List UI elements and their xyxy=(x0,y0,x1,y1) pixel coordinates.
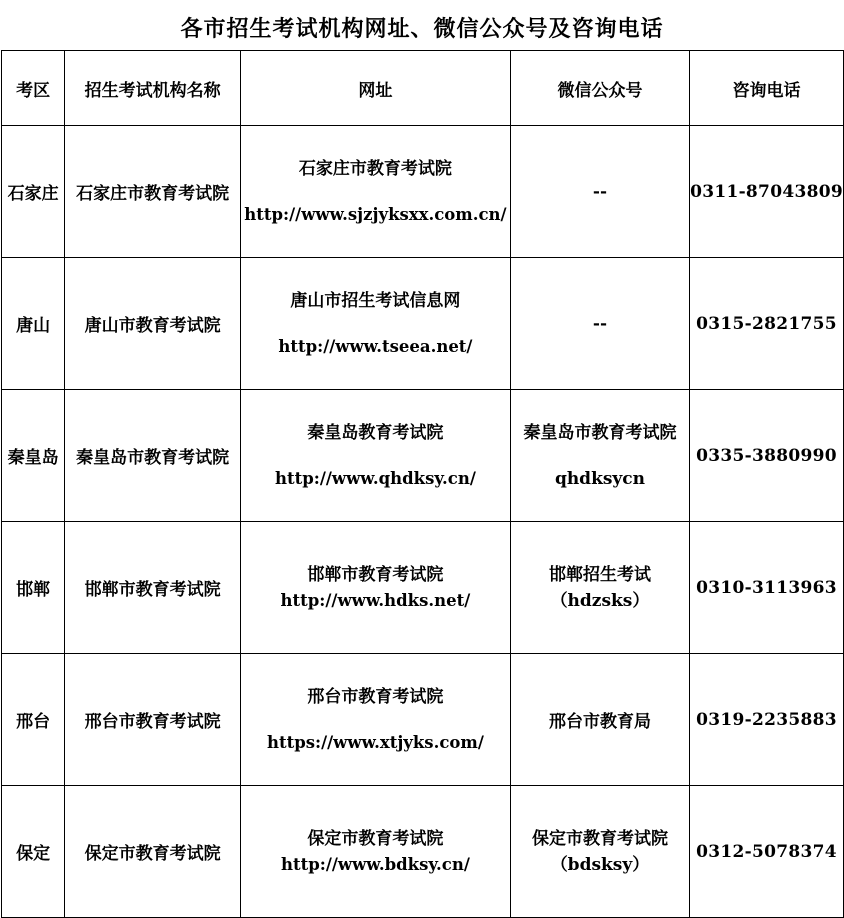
phone-cell: 0312-5078374 xyxy=(690,786,844,918)
website-name: 唐山市招生考试信息网 xyxy=(290,290,461,311)
header-region: 考区 xyxy=(2,51,65,126)
website-cell xyxy=(240,258,510,390)
website-link[interactable]: http://www.hdks.net/ xyxy=(280,590,471,610)
org-name-cell: 邢台市教育考试院 xyxy=(65,654,241,786)
region-cell: 邯郸 xyxy=(2,522,65,654)
website-cell xyxy=(240,654,510,786)
wechat-cell xyxy=(510,126,689,258)
phone-cell: 0310-3113963 xyxy=(690,522,844,654)
phone-cell: 0315-2821755 xyxy=(690,258,844,390)
wechat-cell xyxy=(510,654,689,786)
org-name-cell: 保定市教育考试院 xyxy=(65,786,241,918)
website-name: 保定市教育考试院 xyxy=(307,828,444,849)
wechat-account: 邯郸招生考试 xyxy=(548,564,651,585)
website-name: 邯郸市教育考试院 xyxy=(307,564,444,585)
region-cell: 保定 xyxy=(2,786,65,918)
website-cell xyxy=(240,126,510,258)
wechat-cell xyxy=(510,258,689,390)
table-row xyxy=(2,786,844,918)
website-link[interactable]: http://www.tseea.net/ xyxy=(278,336,473,356)
org-name-cell: 秦皇岛市教育考试院 xyxy=(65,390,241,522)
wechat-account: -- xyxy=(592,313,608,334)
website-name: 石家庄市教育考试院 xyxy=(298,158,452,179)
wechat-id: （hdzsks） xyxy=(550,590,650,611)
wechat-id: qhdksycn xyxy=(554,468,646,489)
region-cell: 邢台 xyxy=(2,654,65,786)
phone-cell: 0335-3880990 xyxy=(690,390,844,522)
phone-cell: 0319-2235883 xyxy=(690,654,844,786)
website-cell xyxy=(240,786,510,918)
header-phone: 咨询电话 xyxy=(690,51,844,126)
region-cell: 石家庄 xyxy=(2,126,65,258)
phone-cell: 0311-87043809 xyxy=(690,126,844,258)
wechat-id: （bdsksy） xyxy=(550,854,650,875)
wechat-account: 秦皇岛市教育考试院 xyxy=(523,422,677,443)
header-org-name: 招生考试机构名称 xyxy=(65,51,241,126)
website-link[interactable]: http://www.sjzjyksxx.com.cn/ xyxy=(244,204,507,224)
wechat-cell xyxy=(510,390,689,522)
header-website: 网址 xyxy=(240,51,510,126)
table-row xyxy=(2,390,844,522)
wechat-cell xyxy=(510,786,689,918)
header-wechat: 微信公众号 xyxy=(510,51,689,126)
table-row xyxy=(2,258,844,390)
region-cell: 唐山 xyxy=(2,258,65,390)
table-row xyxy=(2,126,844,258)
table-row xyxy=(2,522,844,654)
website-name: 邢台市教育考试院 xyxy=(307,686,444,707)
wechat-cell xyxy=(510,522,689,654)
website-link[interactable]: http://www.bdksy.cn/ xyxy=(280,854,470,874)
contacts-table xyxy=(1,50,844,918)
table-row xyxy=(2,654,844,786)
org-name-cell: 唐山市教育考试院 xyxy=(65,258,241,390)
document-title: 各市招生考试机构网址、微信公众号及咨询电话 xyxy=(180,16,664,42)
org-name-cell: 邯郸市教育考试院 xyxy=(65,522,241,654)
website-link[interactable]: https://www.xtjyks.com/ xyxy=(266,732,484,752)
website-cell xyxy=(240,390,510,522)
wechat-account: 保定市教育考试院 xyxy=(531,828,668,849)
wechat-account: 邢台市教育局 xyxy=(548,712,651,732)
website-cell xyxy=(240,522,510,654)
website-name: 秦皇岛教育考试院 xyxy=(307,422,444,443)
website-link[interactable]: http://www.qhdksy.cn/ xyxy=(274,468,476,488)
wechat-account: -- xyxy=(592,181,608,202)
table-header-row xyxy=(2,51,844,126)
region-cell: 秦皇岛 xyxy=(2,390,65,522)
org-name-cell: 石家庄市教育考试院 xyxy=(65,126,241,258)
